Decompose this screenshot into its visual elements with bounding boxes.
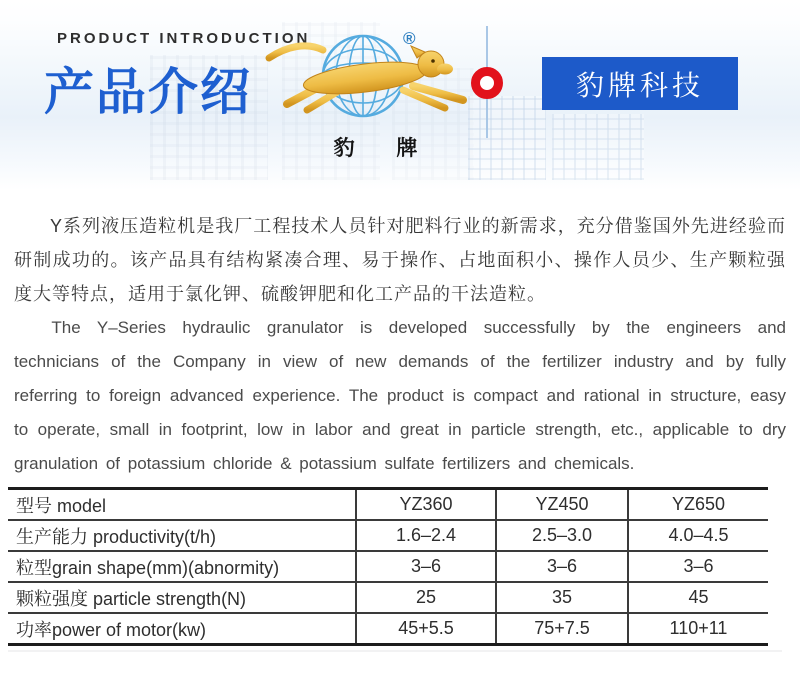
spec-table <box>8 487 768 646</box>
table-row-motor-power <box>8 613 768 645</box>
spec-cell-value: 25 <box>356 582 496 613</box>
spec-cell-value: 1.6–2.4 <box>356 520 496 551</box>
table-row-grain-shape <box>8 551 768 582</box>
table-row-particle-strength <box>8 582 768 613</box>
section-eyebrow: PRODUCT INTRODUCTION <box>57 30 311 47</box>
spec-cell-value: 3–6 <box>496 551 628 582</box>
spec-cell-value: 4.0–4.5 <box>628 520 768 551</box>
spec-cell-value: 75+7.5 <box>496 613 628 645</box>
spec-cell-value: 45 <box>628 582 768 613</box>
spec-cell-label: 颗粒强度 particle strength(N) <box>8 582 356 613</box>
spec-cell-value: 3–6 <box>628 551 768 582</box>
registered-trademark-icon: ® <box>403 29 416 48</box>
spec-cell-label: 粒型grain shape(mm)(abnormity) <box>8 551 356 582</box>
brand-tech-button[interactable]: 豹牌科技 <box>542 57 738 110</box>
red-ring-icon <box>471 67 503 99</box>
leopard-icon <box>269 46 463 110</box>
spec-cell-value: 35 <box>496 582 628 613</box>
content-area <box>0 196 800 652</box>
spec-cell-value: 2.5–3.0 <box>496 520 628 551</box>
table-row-productivity <box>8 520 768 551</box>
intro-paragraph-english: The Y–Series hydraulic granulator is developed successfully by the engineers and technicians of the Company in view of new demands of the fertilizer industry and by fully referring to foreign advanced experience. The product is compact and rational in structure, easy to operate, small in footprint, low in labor and great in particle strength, etc., applicable to dry granulation of potassium chloride & potassium sulfate fertilizers and chemicals. <box>14 318 786 473</box>
intro-paragraph-chinese: Y系列液压造粒机是我厂工程技术人员针对肥料行业的新需求，充分借鉴国外先进经验而研制成功的。该产品具有结构紧凑合理、易于操作、占地面积小、操作人员少、生产颗粒强度大等特点，适用于氯化钾、硫酸钾肥和化工产品的干法造粒。 <box>14 216 786 304</box>
page-title: 产品介绍 <box>44 64 252 120</box>
building-silhouette <box>552 114 644 180</box>
spec-cell-value: 3–6 <box>356 551 496 582</box>
leopard-globe-logo-icon <box>263 14 488 134</box>
spec-cell-value: 45+5.5 <box>356 613 496 645</box>
logo-brand-name: 豹 牌 <box>333 137 436 160</box>
faint-cropped-row-artifact <box>8 650 782 652</box>
hero-banner <box>0 0 800 196</box>
spec-cell-label: 功率power of motor(kw) <box>8 613 356 645</box>
spec-cell-value: YZ450 <box>496 489 628 521</box>
spec-cell-label: 型号 model <box>16 495 107 516</box>
spec-cell-label: 生产能力 productivity(t/h) <box>8 520 356 551</box>
spec-cell-value: YZ650 <box>628 489 768 521</box>
spec-cell-value: YZ360 <box>356 489 496 521</box>
spec-cell-value: 110+11 <box>628 613 768 645</box>
table-row-model <box>8 489 768 521</box>
